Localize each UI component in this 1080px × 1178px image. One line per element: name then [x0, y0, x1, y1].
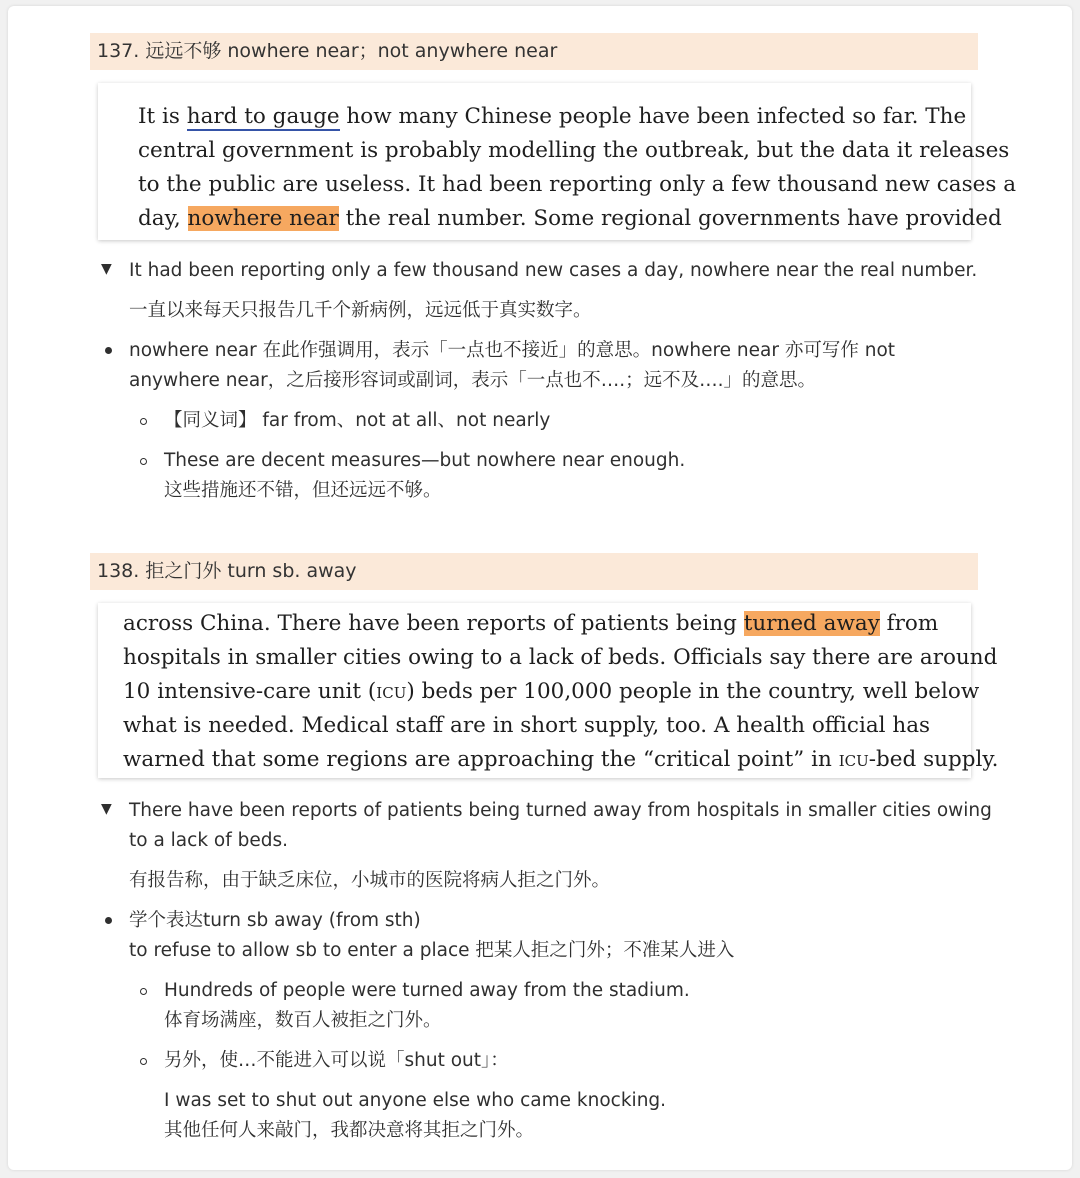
sub-note-example: Hundreds of people were turned away from the stadium. [164, 980, 690, 1001]
sub-note: 【同义词】 far from、not at all、not nearly [164, 410, 551, 431]
excerpt-line: day, nowhere near the real number. Some regional governments have provided [138, 206, 1002, 231]
highlighted-phrase: turned away [743, 611, 880, 636]
excerpt-line: across China. There have been reports of patients being turned away from [123, 611, 939, 636]
excerpt-line: to the public are useless. It had been reporting only a few thousand new cases a [138, 172, 1017, 197]
sub-bullet-icon [140, 1058, 147, 1065]
excerpt-line: what is needed. Medical staff are in short supply, too. A health official has [123, 713, 931, 738]
sub-note-example: These are decent measures—but nowhere near enough. [164, 450, 686, 471]
excerpt-line: central government is probably modelling the outbreak, but the data it releases [138, 138, 1010, 163]
excerpt-line: hospitals in smaller cities owing to a lack of beds. Officials say there are around [123, 645, 998, 670]
sub-note: 另外，使…不能进入可以说「shut out」： [164, 1050, 509, 1071]
sub-note-translation: 体育场满座，数百人被拒之门外。 [164, 1010, 442, 1031]
excerpt-card-137 [98, 83, 1017, 240]
sub-bullet-icon [140, 418, 147, 425]
toggle-translation: 有报告称，由于缺乏床位，小城市的医院将病人拒之门外。 [129, 870, 611, 891]
note-line: 学个表达turn sb away (from sth) [129, 910, 421, 931]
sub-note-example: I was set to shut out anyone else who came knocking. [164, 1090, 667, 1111]
sub-bullet-icon [140, 988, 147, 995]
toggle-triangle-icon[interactable]: ▼ [101, 801, 112, 817]
toggle-sentence: to a lack of beds. [129, 830, 289, 851]
toggle-translation: 一直以来每天只报告几千个新病例，远远低于真实数字。 [129, 300, 592, 321]
sub-note-translation: 其他任何人来敲门，我都决意将其拒之门外。 [164, 1120, 535, 1141]
highlighted-phrase: nowhere near [187, 206, 339, 231]
bullet-icon [105, 917, 112, 924]
note-line: nowhere near 在此作强调用，表示「一点也不接近」的意思。nowhere near 亦可写作 not [129, 340, 896, 361]
bullet-icon [105, 347, 112, 354]
toggle-sentence: It had been reporting only a few thousand new cases a day, nowhere near the real number. [129, 260, 978, 281]
toggle-sentence: There have been reports of patients being turned away from hospitals in smaller cities owing [129, 800, 992, 821]
toggle-triangle-icon[interactable]: ▼ [101, 261, 112, 277]
section-header-138: 138. 拒之门外 turn sb. away [90, 553, 978, 590]
excerpt-line: 10 intensive-care unit (icu) beds per 100,000 people in the country, well below [123, 679, 980, 704]
sub-bullet-icon [140, 458, 147, 465]
underlined-phrase: hard to gauge [186, 104, 340, 129]
excerpt-line: It is hard to gauge how many Chinese people have been infected so far. The [138, 104, 967, 129]
sub-note-translation: 这些措施还不错，但还远远不够。 [164, 480, 442, 501]
note-line: to refuse to allow sb to enter a place 把某人拒之门外；不准某人进入 [129, 940, 735, 961]
excerpt-card-138 [98, 603, 999, 778]
section-header-137: 137. 远远不够 nowhere near；not anywhere near [90, 33, 978, 70]
excerpt-line: warned that some regions are approaching the “critical point” in icu-bed supply. [123, 747, 999, 772]
note-line: anywhere near，之后接形容词或副词，表示「一点也不….；远不及….」的意思。 [129, 370, 817, 391]
